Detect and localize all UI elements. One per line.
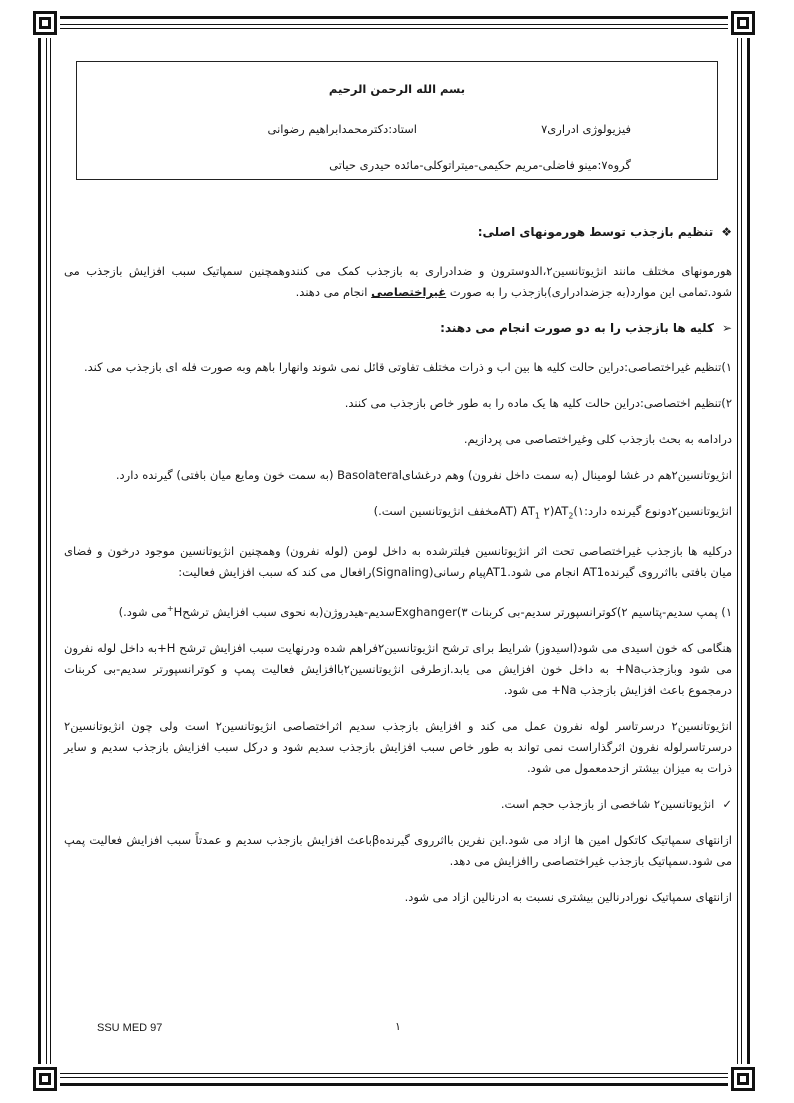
header-box [76,61,718,180]
document-body [64,222,732,923]
bismillah: بسم الله الرحمن الرحیم [328,82,466,96]
paragraph: ۲)تنظیم اختصاصی:دراین حالت کلیه ها یک ماده را به طور خاص بازجذب می کنند. [344,396,732,410]
section-heading: ❖تنظیم بازجذب توسط هورمونهای اصلی: [64,222,732,243]
footer-label: SSU MED 97 [97,1022,163,1034]
page-number: ۱ [395,1020,401,1033]
border-corner-ornament [30,1064,60,1094]
border-corner-ornament [30,8,60,38]
paragraph: انژیوتانسین۲هم در غشا لومینال (به سمت داخل نفرون) وهم درغشایBasolateral (به سمت خون ومایع میان بافتی) گیرنده دارد. [115,468,732,482]
paragraph: ۱) پمپ سدیم-پتاسیم ۲)کوترانسپورتر سدیم-بی کربنات ۳)Exghangerسدیم-هیدروژن(به نحوی سبب افزایش ترشحH+می شود.) [118,604,732,620]
paragraph: انژیوتانسین۲ درسرتاسر لوله نفرون عمل می کند و افزایش بازجذب سدیم اثراختصاصی انژیوتانسین۲ است ولی چون انژیوتانسین۲ درسرتاسرلوله نفرون اثرگذاراست نمی تواند به طور خاص سبب افزایش بازجذب سدیم شود و درکل سبب افزایش بازجذب سدیم و سایر ذرات به میزان بیشتر ازحدمعمول می شود. [64,719,732,776]
border-corner-ornament [728,1064,758,1094]
paragraph: ✓انژیوتانسین۲ شاخصی از بازجذب حجم است. [500,797,732,812]
arrow-bullet-icon: ➢ [721,321,732,335]
section-heading: ➢کلیه ها بازجذب را به دو صورت انجام می دهند: [64,318,732,339]
course-title: فیزیولوژی ادراری۷ [541,122,631,136]
paragraph: درادامه به بحث بازجذب کلی وغیراختصاصی می پردازیم. [463,432,732,446]
paragraph: ازانتهای سمپاتیک کاتکول امین ها ازاد می شود.این نفرین بااثرروی گیرندهβباعث افزایش بازجذب سدیم و عمدتاً سبب افزایش فعالیت پمپ می شود.سمپاتیک بازجذب غیراختصاصی راافزایش می دهد. [64,833,732,869]
check-bullet-icon: ✓ [722,797,732,812]
paragraph: هورمونهای مختلف مانند انژیوتانسین۲،الدوسترون و ضدادراری به بازجذب کمک می کنندوهمچنین سمپاتیک سبب افزایش بازجذب می شود.تمامی این موارد(به جزضدادراری)بازجذب را به صورت غیراختصاصی انجام می دهند. [64,264,732,299]
paragraph: هنگامی که خون اسیدی می شود(اسیدوز) شرایط برای ترشح انژیوتانسین۲فراهم شده ودرنهایت سبب افزایش ترشح H+به داخل لوله نفرون می شود وبازجذبNa+ به داخل خون افزایش می یابد.ازطرفی انژیوتانسین۲باافزایش فعالیت پمپ و کوترانسپورتر سدیم-بی کربنات درمجموع باعث افزایش بازجذب Na+ می شود. [64,641,732,698]
group-members: گروه۷:مینو فاضلی-مریم حکیمی-میتراتوکلی-مائده حیدری حیاتی [329,158,631,172]
professor-name: استاد:دکترمحمدابراهیم رضوانی [267,122,417,136]
paragraph: ازانتهای سمپاتیک نورادرنالین بیشتری نسبت به ادرنالین ازاد می شود. [404,890,732,905]
border-corner-ornament [728,8,758,38]
paragraph: انژیوتانسین۲دونوع گیرنده $دارد:۱)AT_1$ $۲)AT_2$ (ATمخفف انژیوتانسین است.) [373,504,732,521]
paragraph: درکلیه ها بازجذب غیراختصاصی تحت اثر انژیوتانسین فیلترشده به داخل لومن (لوله نفرون) وهمچنین انژیوتانسین موجود درخون و فضای میان بافتی بااثرروی گیرندهAT1 انجام می شود.AT1پیام رسانی(Signaling)رافعال می کند که سبب افزایش فعالیت: [64,544,732,580]
diamond-bullet-icon: ❖ [721,225,732,239]
paragraph: ۱)تنظیم غیراختصاصی:دراین حالت کلیه ها بین اب و ذرات مختلف تفاوتی قائل نمی شوند وانهارا باهم وبه صورت فله ای بازجذب می کند. [83,360,732,374]
